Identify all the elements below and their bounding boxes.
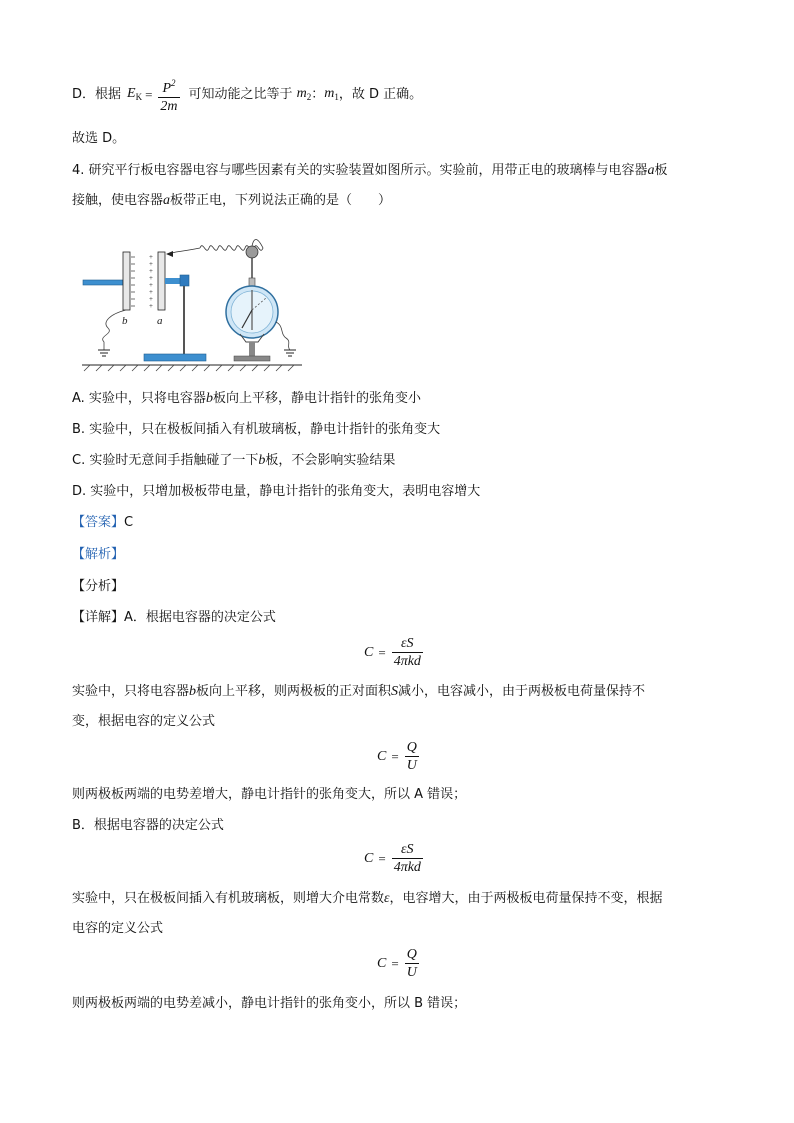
svg-text:+: + <box>149 274 153 282</box>
explain-a-line-3: 则两极板两端的电势差增大，静电计指针的张角变大，所以 A 错误； <box>72 787 467 802</box>
d-mid: 可知动能之比等于 <box>188 87 293 102</box>
label-a: a <box>157 315 163 327</box>
explain-b-line-3: 则两极板两端的电势差减小，静电计指针的张角变小，所以 B 错误； <box>72 996 467 1011</box>
ratio-colon: ： <box>311 87 325 102</box>
svg-text:+: + <box>149 302 153 310</box>
option-a: A. 实验中，只将电容器b板向上平移，静电计指针的张角变小 <box>72 391 421 406</box>
svg-text:+: + <box>149 267 153 275</box>
choose-d: 故选 D。 <box>72 131 126 146</box>
explain-b-heading: B．根据电容器的决定公式 <box>72 818 224 833</box>
ek-symbol: $E_K$ <box>127 85 143 102</box>
m2-symbol: $m_2$ <box>296 85 312 102</box>
option-c: C. 实验时无意间手指触碰了一下b板，不会影响实验结果 <box>72 453 396 468</box>
question-line-2: 接触，使电容器a板带正电，下列说法正确的是（ ） <box>72 193 392 208</box>
svg-text:+: + <box>149 253 153 261</box>
label-b: b <box>122 315 128 327</box>
detail-line: 【详解】A．根据电容器的决定公式 <box>72 610 276 625</box>
option-d: D. 实验中，只增加极板带电量，静电计指针的张角变大，表明电容增大 <box>72 484 481 499</box>
svg-text:+: + <box>149 295 153 303</box>
svg-text:+: + <box>149 260 153 268</box>
explain-b-line-2: 电容的定义公式 <box>72 921 164 936</box>
explain-a-line-2: 变，根据电容的定义公式 <box>72 714 216 729</box>
option-b: B. 实验中，只在极板间插入有机玻璃板，静电计指针的张角变大 <box>72 422 441 437</box>
svg-text:+: + <box>149 281 153 289</box>
fenxi-heading: 【分析】 <box>72 579 125 594</box>
analysis-heading: 【解析】 <box>72 547 125 562</box>
svg-text:+: + <box>149 288 153 296</box>
ke-fraction: $\frac{P^2}{2m}$ <box>160 78 178 114</box>
d-end: ，故 D 正确。 <box>338 87 423 102</box>
formula-capacitance-determinant-2: C = $\frac{\varepsilon S}{\text{4πkd}}$ <box>364 842 421 875</box>
m1-symbol: $m_1$ <box>324 85 339 102</box>
formula-capacitance-determinant-1: C = $\frac{\varepsilon S}{\text{4πkd}}$ <box>364 636 421 669</box>
answer-line: 【答案】C <box>72 515 134 530</box>
formula-capacitance-definition-1: C = $\frac{Q}{U}$ <box>377 740 417 773</box>
explain-b-line-1: 实验中，只在极板间插入有机玻璃板，则增大介电常数ε，电容增大，由于两极板电荷量保持不变，根据 <box>72 891 663 906</box>
option-d-conclusion <box>72 78 423 114</box>
equals-sign: = <box>145 87 153 102</box>
formula-capacitance-definition-2: C = $\frac{Q}{U}$ <box>377 947 417 980</box>
d-prefix: D．根据 <box>72 87 122 102</box>
explain-a-line-1: 实验中，只将电容器b板向上平移，则两极板的正对面积S减小，电容减小，由于两极板电荷量保持不 <box>72 684 646 699</box>
capacitor-electroscope-figure <box>80 222 305 372</box>
question-line-1: 4. 研究平行板电容器电容与哪些因素有关的实验装置如图所示。实验前，用带正电的玻璃棒与电容器a板 <box>72 163 668 178</box>
